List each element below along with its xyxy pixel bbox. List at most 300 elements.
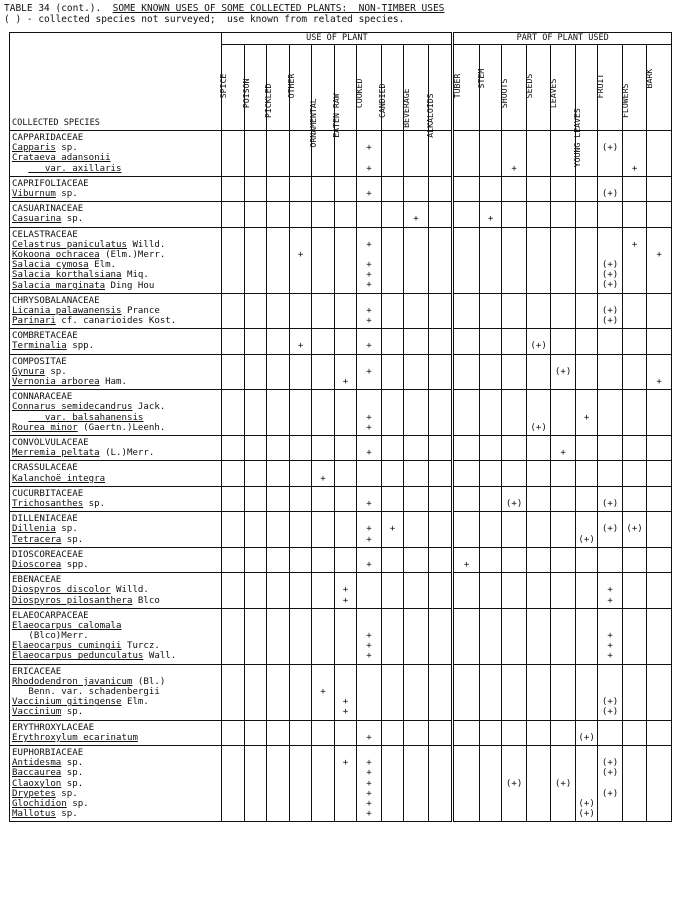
use-mark: (+): [601, 524, 619, 535]
use-mark: [623, 697, 647, 707]
species-name: [12, 631, 221, 641]
mark-cell: [526, 547, 551, 572]
use-mark: [551, 768, 575, 778]
mark-cell: [334, 486, 356, 511]
species-name: [12, 641, 221, 651]
species-cell: [10, 573, 222, 609]
species-genus: Elaeocarpus cumingii: [12, 641, 122, 652]
use-mark: [480, 189, 501, 199]
mark-cell: [502, 720, 527, 745]
use-mark: +: [366, 448, 372, 459]
use-mark: [551, 413, 575, 423]
use-mark: +: [656, 377, 662, 388]
use-mark: [312, 377, 333, 387]
mark-cell: [244, 131, 266, 177]
use-mark: [480, 651, 501, 661]
use-mark: [382, 621, 403, 631]
use-mark: [480, 697, 501, 707]
mark-cell: [381, 720, 403, 745]
mark-cell: [428, 227, 453, 293]
use-mark: [480, 779, 501, 789]
use-mark: [527, 260, 551, 270]
use-mark: [357, 687, 381, 697]
use-mark: [598, 367, 622, 377]
species-genus: Vaccinium gitingense: [12, 697, 122, 708]
use-mark: [290, 153, 311, 163]
use-mark: [502, 448, 526, 458]
species-authority: sp.: [61, 758, 84, 769]
mark-cell: [575, 461, 597, 486]
use-mark: [222, 377, 243, 387]
mark-cell: [222, 202, 244, 227]
species-genus: Salacia marginata: [12, 280, 106, 291]
mark-cell: [453, 329, 480, 354]
column-header-label: COOKED: [353, 78, 364, 109]
use-mark: [551, 250, 575, 260]
use-mark: [335, 789, 356, 799]
mark-cell: [267, 202, 289, 227]
mark-cell: [312, 436, 334, 461]
use-mark: [454, 250, 479, 260]
use-mark: [222, 687, 243, 697]
mark-cell: [647, 131, 672, 177]
use-mark: [245, 280, 266, 290]
use-mark: [222, 758, 243, 768]
use-mark: [312, 621, 333, 631]
column-header-label: FLOWERS: [619, 83, 630, 119]
use-mark: (+): [601, 143, 619, 154]
use-mark: [382, 474, 403, 484]
mark-cell: [551, 202, 576, 227]
use-mark: [576, 596, 597, 606]
mark-cell: [453, 461, 480, 486]
use-mark: [551, 758, 575, 768]
mark-cell: [289, 390, 311, 436]
family-name: CHRYSOBALANACEAE: [12, 295, 100, 306]
use-mark: [598, 809, 622, 819]
mark-cell: [404, 176, 429, 201]
use-mark: [527, 789, 551, 799]
species-authority: Blco: [132, 595, 160, 606]
use-mark: [623, 687, 647, 697]
use-mark: +: [487, 214, 494, 225]
use-mark: [382, 240, 403, 250]
use-mark: [576, 585, 597, 595]
use-mark: [312, 641, 333, 651]
species-cell: [10, 390, 222, 436]
use-mark: [623, 677, 647, 687]
use-mark: [429, 423, 452, 433]
column-header-label: FRUIT: [595, 73, 606, 99]
use-mark: [429, 560, 452, 570]
use-mark: +: [366, 280, 372, 291]
use-mark: [267, 240, 288, 250]
mark-cell: [428, 202, 453, 227]
mark-cell: [222, 461, 244, 486]
use-mark: [245, 423, 266, 433]
mark-cell: [222, 512, 244, 548]
mark-cell: [222, 664, 244, 720]
mark-cell: [453, 547, 480, 572]
use-mark: [480, 707, 501, 717]
use-mark: [598, 535, 622, 545]
mark-cell: [334, 436, 356, 461]
use-mark: [429, 499, 452, 509]
use-mark: [429, 306, 452, 316]
species-genus: Vaccinium: [12, 707, 62, 718]
mark-cell: [551, 227, 576, 293]
use-mark: [267, 687, 288, 697]
use-mark: [404, 367, 428, 377]
species-cell: [10, 512, 222, 548]
mark-cell: [622, 461, 647, 486]
mark-cell: [267, 176, 289, 201]
use-mark: [502, 474, 526, 484]
use-mark: +: [366, 260, 372, 271]
use-mark: [551, 651, 575, 661]
use-mark: [576, 758, 597, 768]
use-mark: [454, 535, 479, 545]
use-mark: [382, 189, 403, 199]
use-mark: (+): [601, 280, 619, 291]
mark-cell: [598, 461, 623, 486]
use-mark: [623, 341, 647, 351]
mark-cell: [502, 329, 527, 354]
mark-cell: [428, 573, 453, 609]
use-mark: [527, 413, 551, 423]
use-mark: [429, 697, 452, 707]
use-mark: [576, 260, 597, 270]
species-genus: Vernonia arborea: [12, 377, 100, 388]
use-mark: [404, 809, 428, 819]
use-mark: [245, 474, 266, 484]
use-mark: [222, 651, 243, 661]
use-mark: +: [366, 809, 372, 820]
species-name: [12, 733, 221, 743]
use-mark: [312, 413, 333, 423]
use-mark: [480, 270, 501, 280]
use-mark: [335, 651, 356, 661]
use-mark: [290, 306, 311, 316]
mark-cell: [647, 176, 672, 201]
mark-cell: [267, 354, 289, 390]
use-mark: [502, 687, 526, 697]
use-mark: [527, 809, 551, 819]
species-cell: [10, 227, 222, 293]
species-genus: Tetracera: [12, 534, 62, 545]
mark-cell: [622, 202, 647, 227]
use-mark: [429, 641, 452, 651]
mark-cell: [526, 293, 551, 329]
use-mark: [290, 641, 311, 651]
use-mark: [527, 448, 551, 458]
use-mark: [290, 631, 311, 641]
mark-cell: [312, 354, 334, 390]
use-mark: [429, 758, 452, 768]
use-mark: [623, 560, 647, 570]
use-mark: [647, 306, 671, 316]
mark-cell: [289, 436, 311, 461]
mark-cell: [647, 664, 672, 720]
species-genus: Connarus semidecandrus: [12, 402, 133, 413]
use-mark: [647, 143, 671, 153]
use-mark: [222, 809, 243, 819]
mark-cell: [404, 461, 429, 486]
use-mark: [312, 448, 333, 458]
mark-cell: [267, 329, 289, 354]
use-mark: [222, 423, 243, 433]
mark-cell: [244, 461, 266, 486]
mark-cell: [647, 293, 672, 329]
use-mark: [527, 250, 551, 260]
use-mark: [454, 687, 479, 697]
use-mark: [454, 164, 479, 174]
use-mark: [429, 413, 452, 423]
use-mark: [335, 535, 356, 545]
mark-cell: [222, 131, 244, 177]
use-mark: [312, 189, 333, 199]
use-mark: [623, 596, 647, 606]
use-mark: [404, 560, 428, 570]
use-mark: +: [297, 249, 304, 260]
use-mark: [502, 214, 526, 224]
mark-cell: [289, 461, 311, 486]
mark-cell: [598, 131, 623, 177]
use-mark: [527, 143, 551, 153]
species-cell: [10, 176, 222, 201]
use-mark: [454, 697, 479, 707]
use-mark: [290, 499, 311, 509]
use-mark: [245, 596, 266, 606]
use-mark: [502, 535, 526, 545]
use-mark: [480, 423, 501, 433]
use-mark: [357, 596, 381, 606]
use-mark: +: [366, 143, 372, 154]
mark-cell: [453, 573, 480, 609]
use-mark: [576, 214, 597, 224]
mark-cell: [551, 436, 576, 461]
mark-cell: [222, 354, 244, 390]
species-genus: Rhododendron javanicum: [12, 676, 133, 687]
mark-cell: [357, 390, 382, 436]
use-mark: [222, 524, 243, 534]
use-mark: +: [607, 641, 613, 652]
use-mark: [382, 596, 403, 606]
use-mark: [245, 535, 266, 545]
species-genus: Merremia peltata: [12, 448, 100, 459]
use-mark: [623, 306, 647, 316]
mark-cell: [357, 176, 382, 201]
species-authority: Wall.: [143, 651, 177, 662]
use-mark: [222, 270, 243, 280]
use-mark: [551, 423, 575, 433]
mark-cell: [267, 390, 289, 436]
mark-cell: [334, 746, 356, 822]
mark-cell: [357, 131, 382, 177]
use-mark: [290, 677, 311, 687]
use-mark: [335, 499, 356, 509]
use-mark: [551, 535, 575, 545]
use-mark: [222, 164, 243, 174]
family-name: CASUARINACEAE: [12, 204, 84, 215]
use-mark: [245, 799, 266, 809]
use-mark: [502, 153, 526, 163]
use-mark: [623, 448, 647, 458]
column-header-label: YOUNG LEAVES: [571, 108, 582, 168]
use-mark: [647, 270, 671, 280]
mark-cell: [502, 461, 527, 486]
use-mark: [527, 524, 551, 534]
species-authority: sp.: [55, 188, 78, 199]
mark-cell: [575, 486, 597, 511]
column-header-label: PICKLED: [263, 83, 274, 119]
use-mark: [335, 280, 356, 290]
use-mark: [551, 596, 575, 606]
species-genus: Salacia korthalsiana: [12, 270, 122, 281]
mark-cell: [404, 512, 429, 548]
mark-cell: [575, 746, 597, 822]
family-name: DILLENIACEAE: [12, 514, 78, 525]
species-authority: Prance: [121, 305, 160, 316]
mark-cell: [334, 720, 356, 745]
mark-cell: [312, 227, 334, 293]
use-mark: [382, 758, 403, 768]
mark-cell: [222, 547, 244, 572]
use-mark: [647, 535, 671, 545]
mark-cell: [622, 486, 647, 511]
mark-cell: [575, 664, 597, 720]
use-mark: [267, 560, 288, 570]
use-mark: [623, 367, 647, 377]
mark-cell: [312, 486, 334, 511]
family-name: COMBRETACEAE: [12, 331, 78, 342]
use-mark: [382, 499, 403, 509]
column-header-label: OTHER: [285, 73, 296, 99]
use-mark: [576, 621, 597, 631]
use-mark: [335, 448, 356, 458]
mark-cell: [312, 720, 334, 745]
mark-cell: [334, 512, 356, 548]
use-mark: (+): [530, 422, 547, 433]
use-mark: [502, 413, 526, 423]
use-mark: [404, 474, 428, 484]
use-mark: [312, 631, 333, 641]
mark-cell: [502, 547, 527, 572]
mark-cell: [404, 547, 429, 572]
use-mark: [480, 413, 501, 423]
use-mark: [222, 779, 243, 789]
use-mark: [335, 423, 356, 433]
use-mark: [312, 153, 333, 163]
mark-cell: [244, 329, 266, 354]
use-mark: +: [366, 412, 372, 423]
mark-cell: [453, 227, 480, 293]
use-mark: [502, 809, 526, 819]
caption-prefix: TABLE 34 (cont.).: [4, 3, 113, 14]
use-mark: +: [366, 163, 372, 174]
use-mark: [290, 402, 311, 412]
column-header-label: POISON: [240, 78, 251, 109]
use-mark: [527, 779, 551, 789]
mark-cell: [526, 202, 551, 227]
use-mark: [267, 697, 288, 707]
mark-cell: [381, 354, 403, 390]
use-mark: [429, 768, 452, 778]
use-mark: [480, 377, 501, 387]
mark-cell: [647, 436, 672, 461]
mark-cell: [404, 486, 429, 511]
use-mark: [312, 779, 333, 789]
mark-cell: [244, 608, 266, 664]
use-mark: [312, 423, 333, 433]
use-mark: [598, 560, 622, 570]
use-mark: [335, 260, 356, 270]
mark-cell: [598, 720, 623, 745]
mark-cell: [551, 461, 576, 486]
use-mark: [576, 341, 597, 351]
use-mark: [647, 214, 671, 224]
use-mark: [623, 250, 647, 260]
use-mark: [222, 585, 243, 595]
use-mark: +: [463, 559, 470, 570]
mark-cell: [244, 293, 266, 329]
family-row: [10, 512, 672, 548]
use-mark: [429, 240, 452, 250]
use-mark: +: [366, 239, 372, 250]
use-mark: [598, 448, 622, 458]
use-mark: +: [366, 559, 372, 570]
use-mark: [267, 758, 288, 768]
mark-cell: [289, 354, 311, 390]
use-mark: [267, 809, 288, 819]
mark-cell: [381, 436, 403, 461]
use-mark: [290, 585, 311, 595]
mark-cell: [267, 573, 289, 609]
mark-cell: [222, 390, 244, 436]
use-mark: [647, 697, 671, 707]
species-name: [12, 779, 221, 789]
use-mark: [623, 641, 647, 651]
use-mark: [357, 677, 381, 687]
species-name: [12, 707, 221, 717]
use-mark: [623, 413, 647, 423]
use-mark: [480, 758, 501, 768]
use-mark: [267, 260, 288, 270]
use-mark: [647, 316, 671, 326]
mark-cell: [453, 176, 480, 201]
use-mark: [404, 143, 428, 153]
use-mark: [502, 768, 526, 778]
mark-cell: [357, 354, 382, 390]
use-mark: [267, 474, 288, 484]
mark-cell: [289, 329, 311, 354]
species-name: [12, 596, 221, 606]
mark-cell: [428, 746, 453, 822]
use-mark: [290, 809, 311, 819]
mark-cell: [312, 746, 334, 822]
use-mark: [502, 799, 526, 809]
use-mark: [267, 596, 288, 606]
use-mark: [480, 260, 501, 270]
column-header-label: BARK: [644, 68, 655, 89]
use-mark: [527, 164, 551, 174]
use-mark: [222, 474, 243, 484]
use-mark: [647, 280, 671, 290]
use-mark: [623, 651, 647, 661]
species-genus: var. balsahanensis: [28, 412, 144, 423]
species-authority: sp.: [55, 809, 78, 820]
mark-cell: [502, 131, 527, 177]
